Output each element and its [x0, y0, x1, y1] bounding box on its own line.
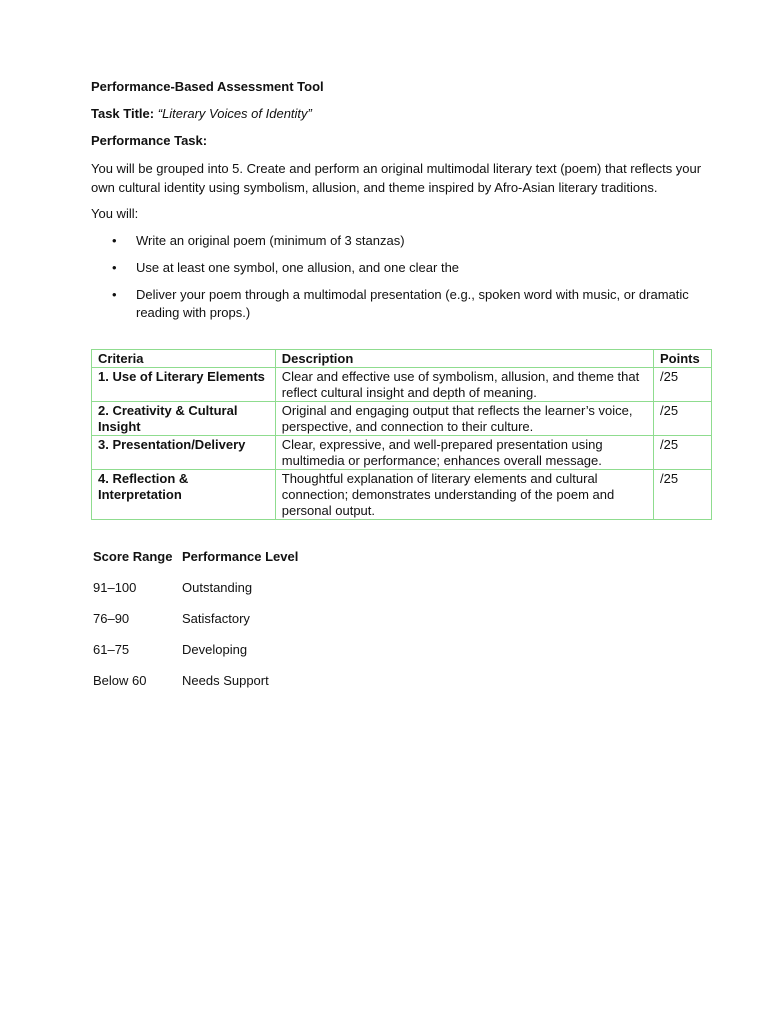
- score-row: [93, 641, 298, 672]
- rubric-header-row: [92, 350, 712, 368]
- bullet-icon: •: [112, 287, 117, 302]
- score-range: Below 60: [93, 673, 147, 688]
- task-text: Deliver your poem through a multimodal presentation (e.g., spoken word with music, or dramatic reading with props.): [136, 287, 689, 320]
- rubric-criteria: 3. Presentation/Delivery: [92, 436, 276, 470]
- bullet-icon: •: [112, 233, 117, 248]
- score-range: 91–100: [93, 580, 137, 595]
- you-will-label: You will:: [91, 206, 139, 221]
- score-header-row: [93, 548, 298, 579]
- task-list-item: [91, 232, 712, 250]
- rubric-points: /25: [654, 402, 712, 436]
- task-list-item: [91, 259, 712, 277]
- score-row: [93, 610, 298, 641]
- task-text: Use at least one symbol, one allusion, and one clear the: [136, 260, 460, 275]
- bullet-icon: •: [112, 260, 117, 275]
- rubric-header-description: Description: [275, 350, 653, 368]
- rubric-header-points: Points: [654, 350, 712, 368]
- rubric-criteria: 1. Use of Literary Elements: [92, 368, 276, 402]
- performance-task-label: Performance Task:: [91, 133, 208, 148]
- task-title-label: Task Title:: [91, 106, 155, 121]
- rubric-points: /25: [654, 436, 712, 470]
- document-page: [91, 78, 712, 703]
- performance-level: Developing: [182, 642, 248, 657]
- rubric-description: Thoughtful explanation of literary elements and cultural connection; demonstrates understanding of the poem and personal output.: [275, 470, 653, 520]
- document-heading: Performance-Based Assessment Tool: [91, 79, 324, 94]
- rubric-row: [92, 368, 712, 402]
- score-row: [93, 579, 298, 610]
- rubric-criteria: 4. Reflection & Interpretation: [92, 470, 276, 520]
- rubric-row: [92, 470, 712, 520]
- task-list: [91, 232, 712, 322]
- score-range-table: [93, 548, 298, 703]
- score-range: 61–75: [93, 642, 130, 657]
- rubric-header-criteria: Criteria: [92, 350, 276, 368]
- performance-level: Satisfactory: [182, 611, 250, 626]
- performance-level-header: Performance Level: [182, 549, 299, 564]
- rubric-description: Original and engaging output that reflects the learner’s voice, perspective, and connection to their culture.: [275, 402, 653, 436]
- task-title-value: “Literary Voices of Identity”: [157, 106, 312, 121]
- rubric-points: /25: [654, 470, 712, 520]
- performance-level: Needs Support: [182, 673, 269, 688]
- rubric-criteria: 2. Creativity & Cultural Insight: [92, 402, 276, 436]
- performance-level: Outstanding: [182, 580, 253, 595]
- task-list-item: [91, 286, 712, 322]
- rubric-table: [91, 349, 712, 520]
- task-text: Write an original poem (minimum of 3 stanzas): [136, 233, 405, 248]
- task-title: [91, 105, 712, 123]
- score-row: [93, 672, 298, 703]
- task-intro: You will be grouped into 5. Create and perform an original multimodal literary text (poem) that reflects your own cultural identity using symbolism, allusion, and theme inspired by Afro-Asian literary traditions.: [91, 161, 702, 195]
- score-range: 76–90: [93, 611, 130, 626]
- rubric-points: /25: [654, 368, 712, 402]
- rubric-description: Clear and effective use of symbolism, allusion, and theme that reflect cultural insight and depth of meaning.: [275, 368, 653, 402]
- rubric-row: [92, 402, 712, 436]
- rubric-row: [92, 436, 712, 470]
- rubric-description: Clear, expressive, and well-prepared presentation using multimedia or performance; enhances overall message.: [275, 436, 653, 470]
- score-range-header: Score Range: [93, 549, 173, 564]
